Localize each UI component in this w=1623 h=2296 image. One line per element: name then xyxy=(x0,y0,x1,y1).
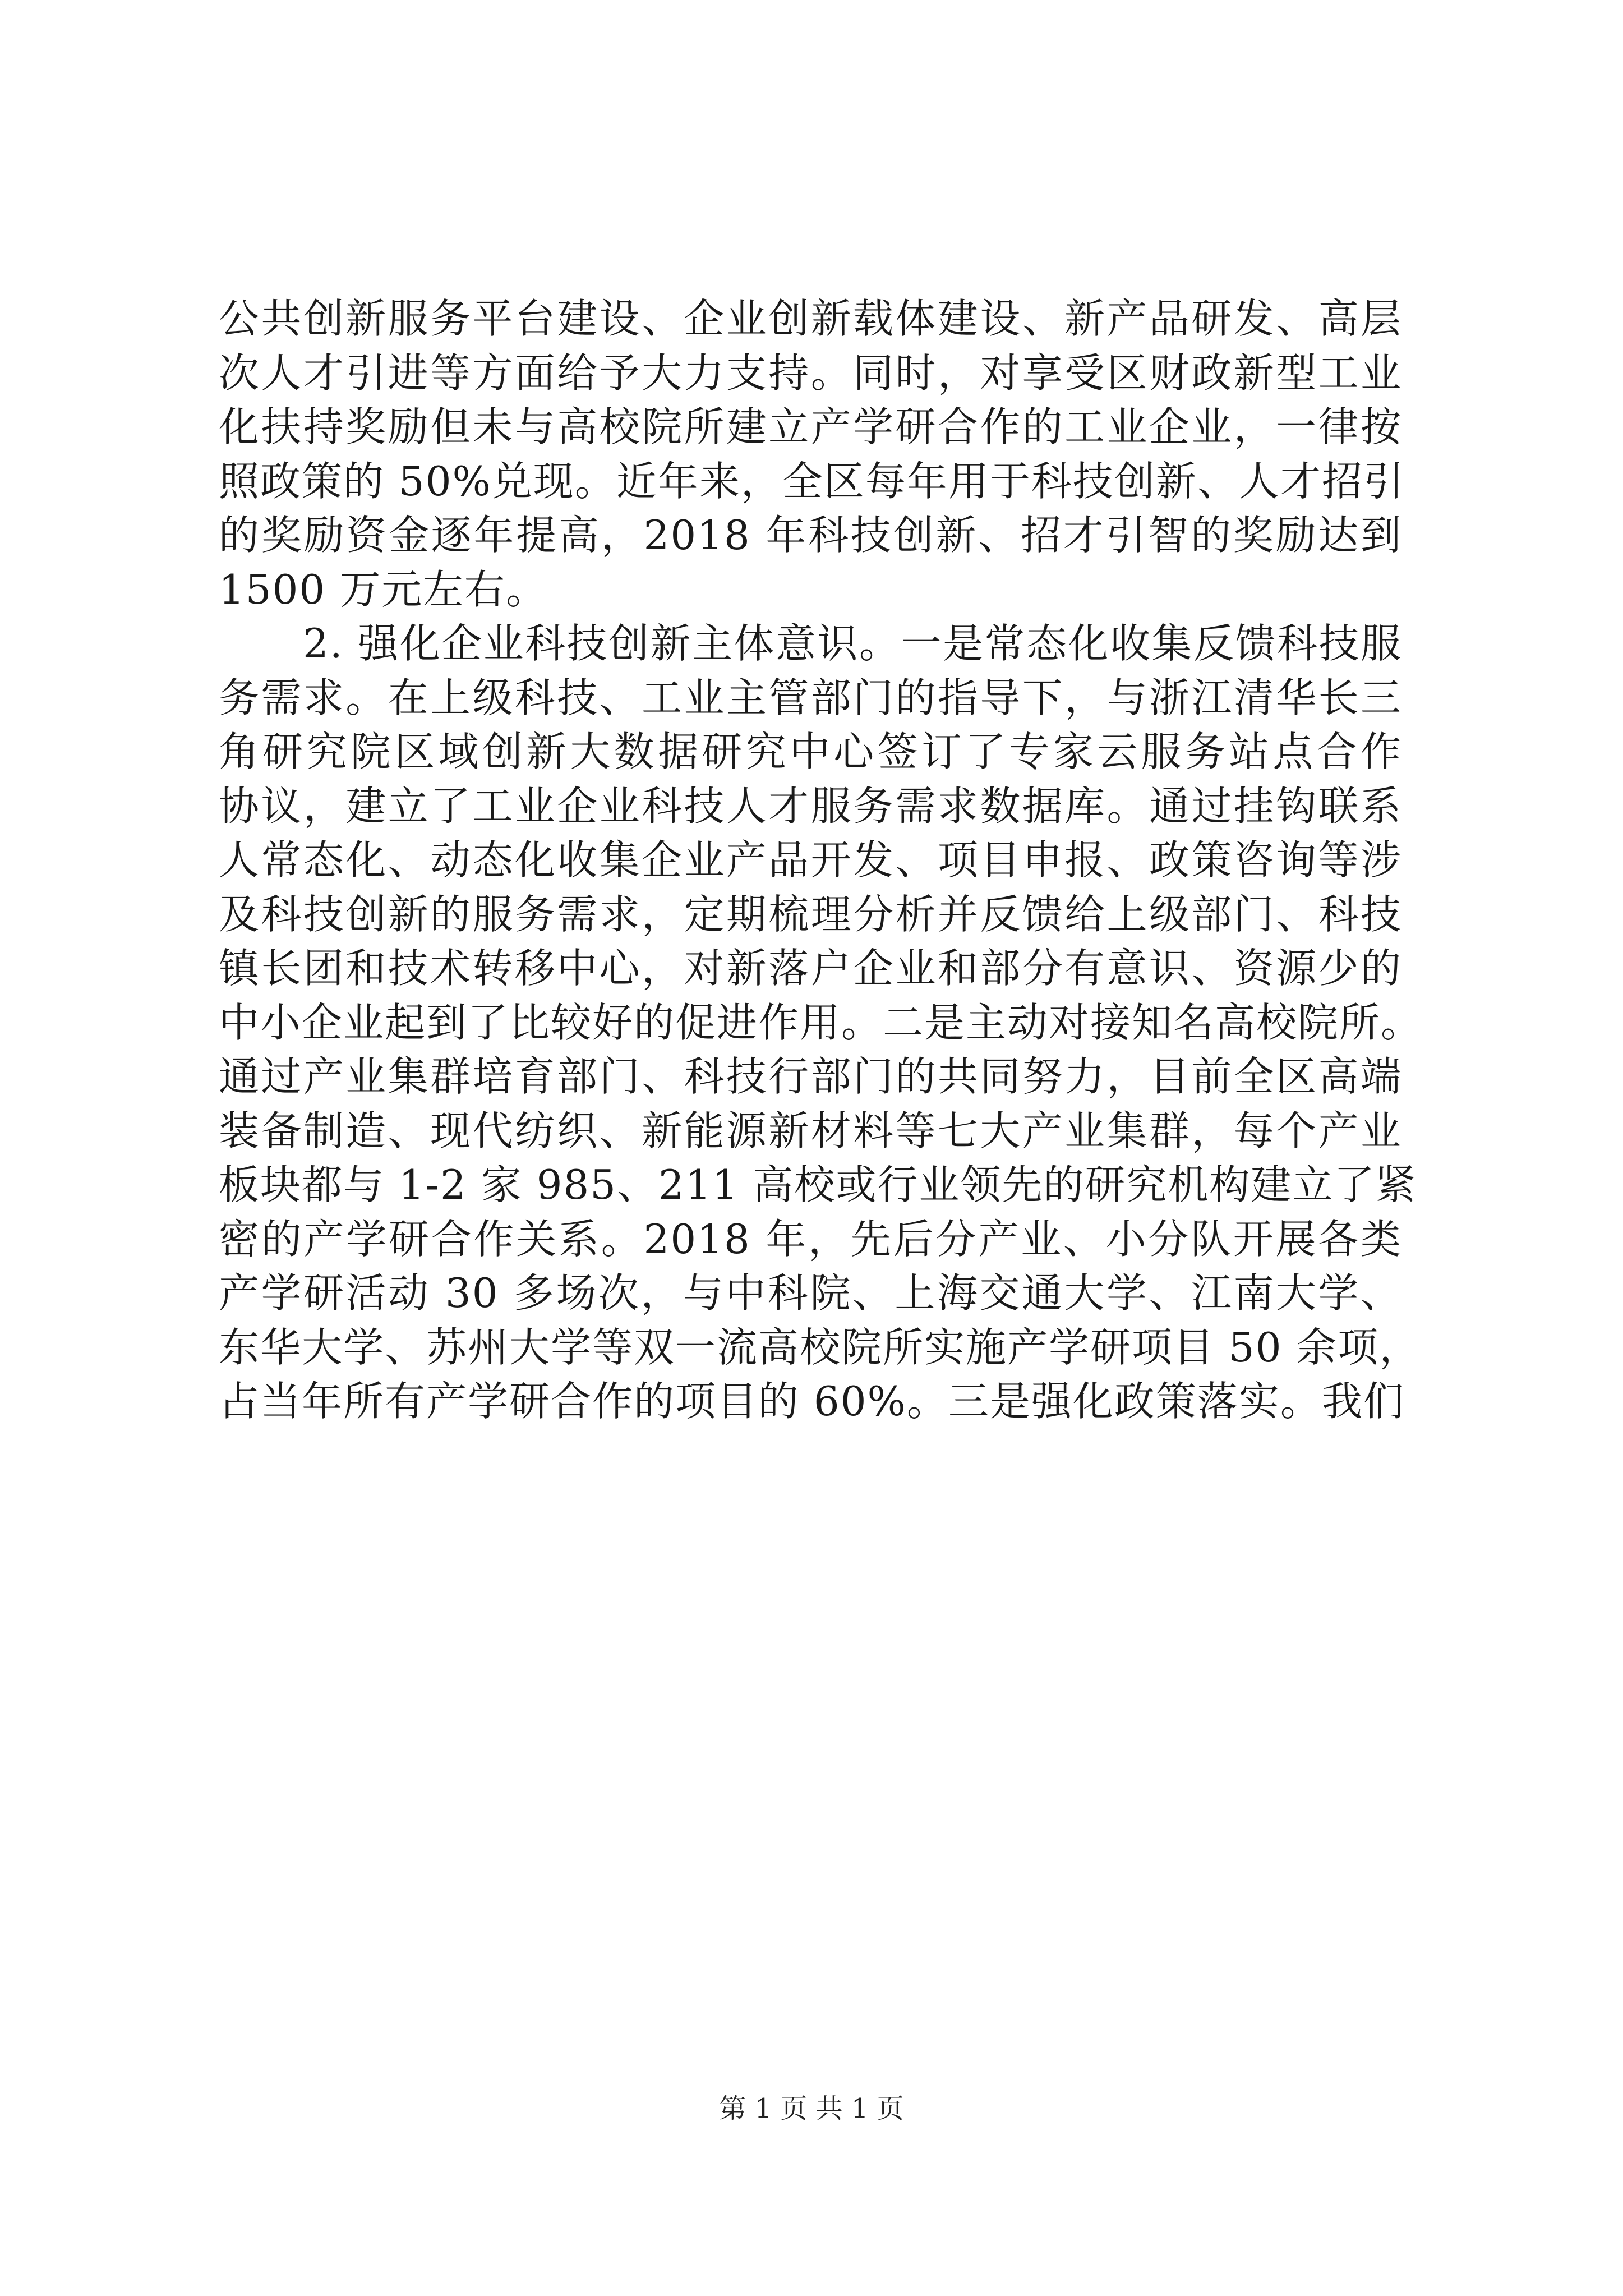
text-line: 化扶持奖励但未与高校院所建立产学研合作的工业企业，一律按 xyxy=(219,403,1402,450)
text-line: 次人才引进等方面给予大力支持。同时，对享受区财政新型工业 xyxy=(219,349,1402,397)
text-line: 占当年所有产学研合作的项目的 60%。三是强化政策落实。我们 xyxy=(219,1378,1405,1425)
document-body xyxy=(219,292,1423,1429)
text-line: 照政策的 50%兑现。近年来，全区每年用于科技创新、人才招引 xyxy=(219,457,1405,505)
text-line: 及科技创新的服务需求，定期梳理分析并反馈给上级部门、科技 xyxy=(219,890,1402,938)
text-line: 密的产学研合作关系。2018 年，先后分产业、小分队开展各类 xyxy=(219,1215,1402,1263)
text-line: 2. 强化企业科技创新主体意识。一是常态化收集反馈科技服 xyxy=(303,620,1402,667)
text-line: 角研究院区域创新大数据研究中心签订了专家云服务站点合作 xyxy=(219,728,1402,775)
text-line: 东华大学、苏州大学等双一流高校院所实施产学研项目 50 余项， xyxy=(219,1323,1421,1371)
text-line: 公共创新服务平台建设、企业创新载体建设、新产品研发、高层 xyxy=(219,295,1402,342)
text-line: 产学研活动 30 多场次，与中科院、上海交通大学、江南大学、 xyxy=(219,1269,1402,1317)
text-line: 镇长团和技术转移中心，对新落户企业和部分有意识、资源少的 xyxy=(219,945,1402,992)
text-line: 的奖励资金逐年提高，2018 年科技创新、招才引智的奖励达到 xyxy=(219,512,1402,559)
page-footer xyxy=(0,2087,1623,2125)
paragraph-1 xyxy=(219,292,1405,616)
text-line: 中小企业起到了比较好的促进作用。二是主动对接知名高校院所。 xyxy=(219,999,1423,1046)
text-line: 板块都与 1-2 家 985、211 高校或行业领先的研究机构建立了紧 xyxy=(219,1161,1417,1208)
paragraph-2 xyxy=(219,616,1423,1429)
text-line: 务需求。在上级科技、工业主管部门的指导下，与浙江清华长三 xyxy=(219,674,1402,721)
text-line: 通过产业集群培育部门、科技行部门的共同努力，目前全区高端 xyxy=(219,1053,1402,1100)
text-line: 人常态化、动态化收集企业产品开发、项目申报、政策咨询等涉 xyxy=(219,836,1402,884)
text-line: 协议，建立了工业企业科技人才服务需求数据库。通过挂钩联系 xyxy=(219,782,1402,830)
text-line: 装备制造、现代纺织、新能源新材料等七大产业集群，每个产业 xyxy=(219,1107,1402,1154)
text-line: 1500 万元左右。 xyxy=(219,565,548,613)
page-number: 第 1 页 共 1 页 xyxy=(719,2093,904,2124)
